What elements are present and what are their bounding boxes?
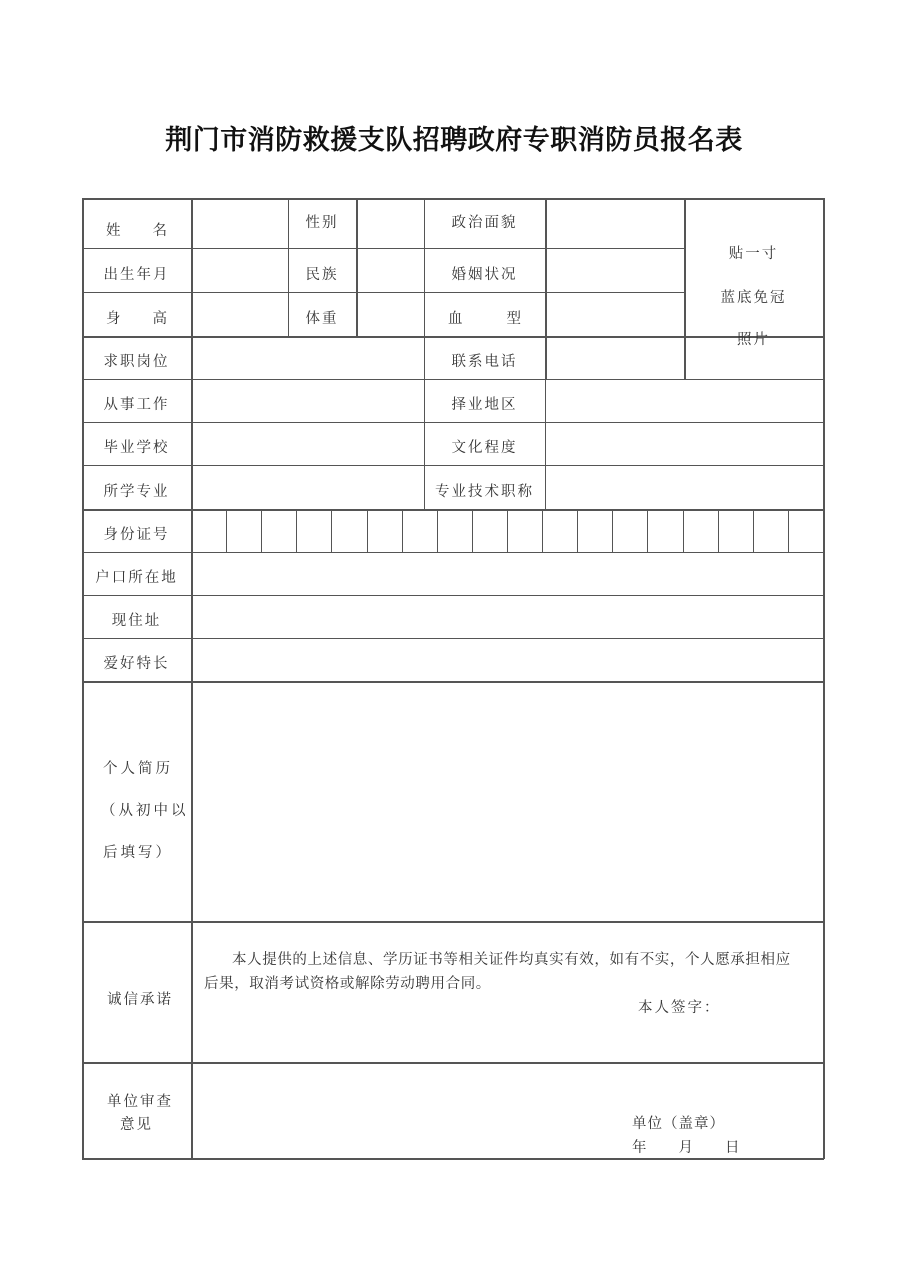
id-digit-box[interactable] bbox=[298, 511, 330, 551]
photo-instruction-text: 贴一寸 bbox=[728, 246, 779, 262]
label-char: 型 bbox=[506, 311, 523, 327]
id-digit-box[interactable] bbox=[579, 511, 611, 551]
table-rule bbox=[647, 509, 648, 553]
label-current-address: 现住址 bbox=[111, 613, 162, 629]
signature-label: 本人签字： bbox=[638, 1000, 721, 1016]
id-digit-box[interactable] bbox=[263, 511, 295, 551]
table-rule bbox=[261, 509, 262, 553]
label-char: 高 bbox=[152, 311, 169, 327]
table-rule bbox=[788, 509, 789, 553]
label-education-level: 文化程度 bbox=[451, 440, 518, 456]
table-rule bbox=[82, 1158, 824, 1160]
field-ethnicity[interactable] bbox=[358, 250, 423, 291]
label-major: 所学专业 bbox=[103, 484, 170, 500]
label-technical-title: 专业技术职称 bbox=[435, 484, 534, 500]
id-digit-box[interactable] bbox=[228, 511, 260, 551]
label-resume bbox=[103, 681, 189, 921]
label-height bbox=[82, 292, 191, 336]
table-rule bbox=[82, 638, 824, 639]
id-digit-box[interactable] bbox=[404, 511, 436, 551]
photo-placeholder[interactable] bbox=[684, 198, 823, 379]
id-digit-box[interactable] bbox=[509, 511, 541, 551]
field-name[interactable] bbox=[193, 200, 287, 247]
table-rule bbox=[437, 509, 438, 553]
id-digit-box[interactable] bbox=[614, 511, 646, 551]
label-preferred-region: 择业地区 bbox=[451, 397, 518, 413]
field-education-level[interactable] bbox=[547, 424, 822, 464]
field-signature[interactable] bbox=[712, 990, 812, 1014]
label-blood-type bbox=[424, 292, 545, 336]
label-char: 身 bbox=[106, 311, 123, 327]
table-rule bbox=[367, 509, 368, 553]
id-digit-box[interactable] bbox=[790, 511, 822, 551]
label-id-number: 身份证号 bbox=[103, 527, 170, 543]
table-rule bbox=[683, 509, 684, 553]
table-rule bbox=[82, 595, 824, 596]
id-digit-box[interactable] bbox=[439, 511, 471, 551]
field-preferred-region[interactable] bbox=[547, 381, 822, 421]
id-digit-box[interactable] bbox=[333, 511, 366, 551]
label-unit-review-line1: 单位审查 bbox=[107, 1094, 173, 1110]
table-rule bbox=[507, 509, 508, 553]
pledge-text-line2: 后果，取消考试资格或解除劳动聘用合同。 bbox=[204, 976, 491, 992]
field-weight[interactable] bbox=[358, 294, 423, 335]
table-rule bbox=[542, 509, 543, 553]
id-digit-box[interactable] bbox=[193, 511, 225, 551]
field-occupation[interactable] bbox=[193, 381, 423, 421]
field-gender[interactable] bbox=[358, 200, 423, 247]
label-position-applied: 求职岗位 bbox=[103, 354, 170, 370]
field-major[interactable] bbox=[193, 467, 423, 508]
label-household-registration: 户口所在地 bbox=[95, 570, 178, 586]
table-rule bbox=[577, 509, 578, 553]
id-digit-box[interactable] bbox=[369, 511, 401, 551]
label-phone: 联系电话 bbox=[451, 354, 518, 370]
label-char: 姓 bbox=[106, 223, 123, 239]
resume-label-text: 后填写） bbox=[103, 845, 173, 861]
label-marital-status: 婚姻状况 bbox=[451, 267, 518, 283]
label-unit-review-line2: 意见 bbox=[120, 1117, 153, 1133]
table-rule bbox=[331, 509, 332, 553]
label-weight: 体重 bbox=[305, 311, 339, 327]
id-digit-box[interactable] bbox=[685, 511, 717, 551]
table-rule bbox=[753, 509, 754, 553]
photo-instruction-text: 蓝底免冠 bbox=[720, 290, 787, 306]
label-ethnicity: 民族 bbox=[305, 267, 339, 283]
label-name bbox=[82, 198, 191, 248]
field-graduated-school[interactable] bbox=[193, 424, 423, 464]
id-digit-box[interactable] bbox=[720, 511, 752, 551]
label-hobbies: 爱好特长 bbox=[103, 656, 170, 672]
table-rule bbox=[296, 509, 297, 553]
id-digit-box[interactable] bbox=[649, 511, 682, 551]
label-char: 血 bbox=[448, 311, 465, 327]
table-rule bbox=[472, 509, 473, 553]
label-gender: 性别 bbox=[305, 215, 339, 231]
table-rule bbox=[226, 509, 227, 553]
table-rule bbox=[82, 921, 824, 923]
review-date: 年 月 日 bbox=[632, 1140, 741, 1156]
field-resume[interactable] bbox=[193, 683, 822, 920]
field-political-status[interactable] bbox=[547, 200, 683, 247]
pledge-text-line1: 本人提供的上述信息、学历证书等相关证件均真实有效，如有不实，个人愿承担相应 bbox=[232, 952, 791, 968]
field-height[interactable] bbox=[193, 294, 287, 335]
field-marital-status[interactable] bbox=[547, 250, 683, 291]
table-rule bbox=[823, 198, 825, 1159]
field-review-opinion[interactable] bbox=[193, 1064, 822, 1101]
field-birth-date[interactable] bbox=[193, 250, 287, 291]
label-political-status: 政治面貌 bbox=[451, 215, 518, 231]
unit-stamp-label: 单位（盖章） bbox=[632, 1116, 725, 1132]
field-blood-type[interactable] bbox=[547, 294, 683, 335]
table-rule bbox=[612, 509, 613, 553]
photo-instruction-text: 照片 bbox=[737, 332, 770, 348]
field-current-address[interactable] bbox=[193, 597, 822, 637]
form-title: 荆门市消防救援支队招聘政府专职消防员报名表 bbox=[165, 125, 743, 156]
table-rule bbox=[545, 379, 546, 510]
resume-label-text: （从初中以 bbox=[101, 803, 189, 819]
table-rule bbox=[402, 509, 403, 553]
label-graduated-school: 毕业学校 bbox=[103, 440, 170, 456]
label-integrity-pledge: 诚信承诺 bbox=[107, 992, 173, 1008]
table-rule bbox=[82, 552, 824, 553]
table-rule bbox=[718, 509, 719, 553]
id-digit-box[interactable] bbox=[544, 511, 576, 551]
field-household-registration[interactable] bbox=[193, 554, 822, 594]
field-hobbies[interactable] bbox=[193, 640, 822, 680]
label-occupation: 从事工作 bbox=[103, 397, 170, 413]
label-birth-date: 出生年月 bbox=[103, 267, 170, 283]
id-digit-box[interactable] bbox=[755, 511, 787, 551]
field-phone[interactable] bbox=[547, 338, 683, 378]
id-digit-box[interactable] bbox=[474, 511, 506, 551]
field-position-applied[interactable] bbox=[193, 338, 423, 378]
resume-label-text: 个人简历 bbox=[103, 761, 173, 777]
label-char: 名 bbox=[152, 223, 169, 239]
field-technical-title[interactable] bbox=[547, 467, 822, 508]
